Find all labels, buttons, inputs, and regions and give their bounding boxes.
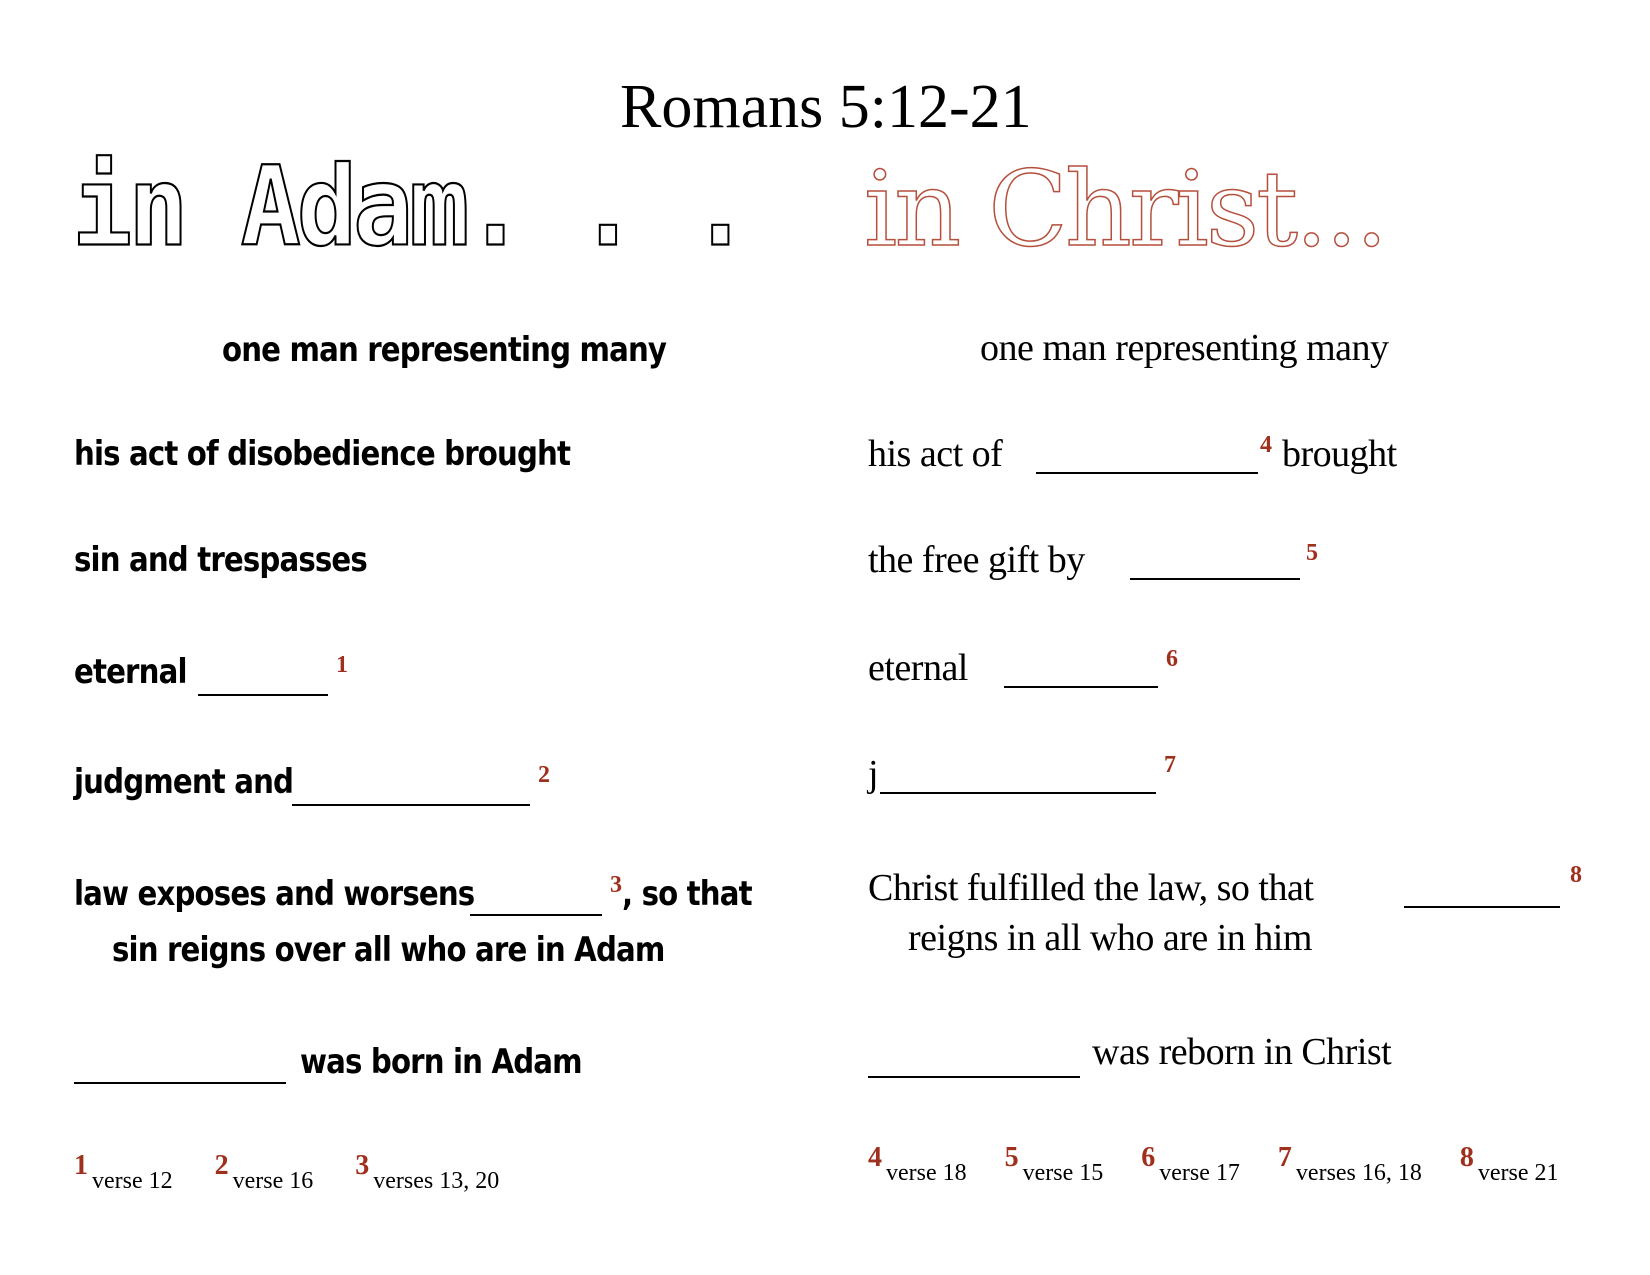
- christ-footnotes: [868, 1142, 1559, 1187]
- christ-blank-5[interactable]: [1130, 548, 1300, 580]
- adam-footnote-2: 2 verse 16: [214, 1150, 314, 1194]
- adam-line-act: his act of disobedience brought: [74, 434, 571, 474]
- christ-line-law-b: reigns in all who are in him: [908, 917, 1312, 959]
- christ-footnote-5: 5 verse 15: [1004, 1142, 1104, 1186]
- footnote-mark-3: 3: [610, 872, 622, 898]
- adam-line-eternal: eternal: [74, 652, 187, 692]
- adam-line-sin: sin and trespasses: [74, 540, 367, 580]
- christ-subheading: one man representing many: [980, 327, 1389, 369]
- adam-line-born: was born in Adam: [300, 1042, 582, 1082]
- adam-blank-name[interactable]: [74, 1052, 286, 1084]
- adam-footnotes: [74, 1150, 499, 1195]
- footnote-mark-7: 7: [1164, 752, 1176, 778]
- christ-line-eternal: eternal: [868, 647, 968, 689]
- adam-subheading: one man representing many: [222, 330, 667, 370]
- adam-blank-1[interactable]: [198, 664, 328, 696]
- footnote-mark-4: 4: [1260, 432, 1272, 458]
- christ-blank-8[interactable]: [1404, 876, 1560, 908]
- footnote-mark-5: 5: [1306, 540, 1318, 566]
- adam-footnote-1: 1 verse 12: [74, 1150, 173, 1194]
- christ-line-act-b: brought: [1282, 433, 1397, 475]
- christ-blank-4[interactable]: [1036, 442, 1258, 474]
- christ-line-law-a: Christ fulfilled the law, so that: [868, 867, 1314, 909]
- footnote-mark-2: 2: [538, 762, 550, 788]
- adam-footnote-3: 3 verses 13, 20: [355, 1150, 500, 1194]
- christ-footnote-7: 7 verses 16, 18: [1277, 1142, 1422, 1186]
- christ-line-act-a: his act of: [868, 433, 1003, 475]
- christ-line-gift: the free gift by: [868, 539, 1085, 581]
- christ-footnote-4: 4 verse 18: [868, 1142, 967, 1186]
- christ-line-reborn: was reborn in Christ: [1092, 1031, 1392, 1073]
- christ-line-j: j: [868, 753, 879, 795]
- christ-blank-6[interactable]: [1004, 656, 1158, 688]
- christ-blank-name[interactable]: [868, 1046, 1080, 1078]
- footnote-mark-8: 8: [1570, 862, 1582, 888]
- adam-line-law-c: sin reigns over all who are in Adam: [112, 930, 665, 970]
- christ-blank-7[interactable]: [880, 762, 1156, 794]
- christ-footnote-8: 8 verse 21: [1459, 1142, 1559, 1186]
- adam-line-judgment: judgment and: [74, 762, 294, 802]
- christ-footnote-6: 6 verse 17: [1141, 1142, 1240, 1186]
- adam-heading: in Adam. . .: [72, 142, 747, 271]
- christ-heading: in Christ...: [864, 148, 1386, 270]
- footnote-mark-1: 1: [336, 652, 348, 678]
- adam-line-law-a: law exposes and worsens: [74, 874, 475, 914]
- adam-blank-3[interactable]: [470, 884, 602, 916]
- footnote-mark-6: 6: [1166, 646, 1178, 672]
- adam-blank-2[interactable]: [292, 774, 530, 806]
- adam-line-law-b: , so that: [622, 874, 752, 914]
- page-title: Romans 5:12-21: [620, 73, 1032, 141]
